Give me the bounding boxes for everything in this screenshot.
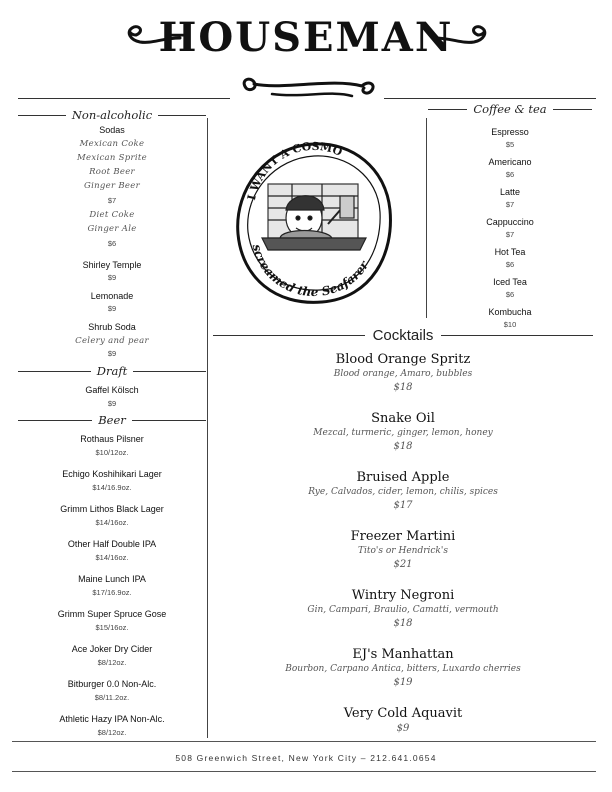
item-price: $8/11.2oz. <box>94 693 130 702</box>
item-name: Iced Tea <box>493 277 527 287</box>
cocktail-desc: Rye, Calvados, cider, lemon, chilis, spices <box>308 487 498 497</box>
menu-item <box>18 713 206 743</box>
menu-item <box>18 608 206 643</box>
item-price: $14/16.9oz. <box>92 483 132 492</box>
cocktail-item <box>213 706 593 736</box>
cocktail-desc: Bourbon, Carpano Antica, bitters, Luxardo cherries <box>285 664 521 674</box>
menu-item <box>428 246 592 276</box>
flourish-right-icon <box>432 20 502 50</box>
seafarer-figure-icon <box>262 184 366 250</box>
flourish-bottom-icon <box>232 70 382 104</box>
illustration-top-text: I WANT A COSMO <box>245 139 345 202</box>
item-price: $14/16oz. <box>95 553 129 562</box>
menu-item <box>18 643 206 678</box>
footer-rule-bottom <box>12 771 596 772</box>
item-name: Rothaus Pilsner <box>80 434 144 444</box>
menu-item <box>18 321 206 360</box>
beer-heading: Beer <box>18 413 206 427</box>
cocktail-item <box>213 529 593 572</box>
menu-item <box>18 468 206 503</box>
item-name: Shrub Soda <box>88 322 136 332</box>
left-column-divider <box>207 118 208 738</box>
brand-logo: HOUSEMAN <box>158 14 454 61</box>
menu-item <box>18 573 206 608</box>
cocktail-desc: Tito's or Hendrick's <box>358 546 448 556</box>
menu-item <box>428 126 592 156</box>
menu-item <box>428 186 592 216</box>
illustration-bottom-text: screamed the Seafarer <box>249 243 372 300</box>
item-name: Shirley Temple <box>82 260 142 270</box>
item-name: Athletic Hazy IPA Non-Alc. <box>59 714 165 724</box>
footer-rule-top <box>12 741 596 742</box>
cocktail-name: Wintry Negroni <box>351 588 455 603</box>
item-name: Maine Lunch IPA <box>78 574 146 584</box>
item-price: $17/16.9oz. <box>92 588 132 597</box>
item-price: $9 <box>107 399 117 408</box>
item-name: Gaffel Kölsch <box>85 385 139 395</box>
footer-address: 508 Greenwich Street, New York City – 212.641.0654 <box>175 753 437 763</box>
cocktail-desc: Gin, Campari, Braulio, Camatti, vermouth <box>307 605 499 615</box>
cocktail-name: Blood Orange Spritz <box>335 352 471 367</box>
item-price: $6 <box>505 260 515 269</box>
soda-option: Ginger Beer <box>84 181 140 191</box>
item-name: Ace Joker Dry Cider <box>71 644 153 654</box>
menu-item <box>428 216 592 246</box>
soda-option: Mexican Sprite <box>77 153 147 163</box>
soda-option: Root Beer <box>89 167 135 177</box>
menu-item <box>18 259 206 284</box>
left-column <box>18 108 206 743</box>
soda-option: Diet Coke <box>89 210 135 220</box>
header <box>0 0 612 110</box>
soda-price: $6 <box>107 239 117 248</box>
item-name: Echigo Koshihikari Lager <box>62 469 162 479</box>
item-name: Cappuccino <box>486 217 534 227</box>
item-price: $8/12oz. <box>97 658 127 667</box>
item-name: Espresso <box>491 127 529 137</box>
menu-item <box>18 678 206 713</box>
item-name: Grimm Super Spruce Gose <box>57 609 167 619</box>
item-name: Grimm Lithos Black Lager <box>60 504 164 514</box>
soda-option: Mexican Coke <box>79 139 145 149</box>
item-price: $9 <box>107 273 117 282</box>
cocktail-item <box>213 352 593 395</box>
cocktail-item <box>213 411 593 454</box>
menu-item <box>18 503 206 538</box>
item-name: Lemonade <box>90 291 134 301</box>
cocktail-item <box>213 470 593 513</box>
seafarer-illustration <box>232 138 396 308</box>
cocktail-desc: Mezcal, turmeric, ginger, lemon, honey <box>313 428 493 438</box>
cocktail-price: $18 <box>393 618 413 629</box>
item-price: $7 <box>505 200 515 209</box>
item-price: $7 <box>505 230 515 239</box>
draft-heading: Draft <box>18 364 206 378</box>
cocktail-price: $17 <box>393 500 413 511</box>
item-price: $14/16oz. <box>95 518 129 527</box>
item-name: Kombucha <box>488 307 532 317</box>
cocktail-price: $18 <box>393 382 413 393</box>
cocktail-price: $19 <box>393 677 413 688</box>
cocktail-name: Snake Oil <box>371 411 435 426</box>
header-rule-left <box>18 98 230 99</box>
item-name: Other Half Double IPA <box>67 539 157 549</box>
menu-item <box>18 433 206 468</box>
cocktail-item <box>213 647 593 690</box>
right-column <box>428 102 592 336</box>
item-price: $15/16oz. <box>95 623 129 632</box>
right-column-divider <box>426 118 427 318</box>
sodas-name: Sodas <box>99 125 125 135</box>
cocktail-name: Freezer Martini <box>350 529 456 544</box>
item-price: $10 <box>503 320 517 329</box>
cocktail-name: EJ's Manhattan <box>352 647 454 662</box>
item-price: $10/12oz. <box>95 448 129 457</box>
menu-item <box>428 276 592 306</box>
item-price: $6 <box>505 290 515 299</box>
soda-price: $7 <box>107 196 117 205</box>
cocktail-price: $21 <box>393 559 413 570</box>
cocktail-price: $9 <box>396 723 410 734</box>
cocktail-price: $18 <box>393 441 413 452</box>
header-rule-right <box>384 98 596 99</box>
item-name: Latte <box>499 187 521 197</box>
item-price: $6 <box>505 170 515 179</box>
beer-list <box>18 433 206 743</box>
coffee-tea-heading: Coffee & tea <box>428 102 592 116</box>
item-name: Hot Tea <box>494 247 526 257</box>
non-alcoholic-heading: Non-alcoholic <box>18 108 206 122</box>
menu-item <box>428 156 592 186</box>
item-price: $9 <box>107 349 117 358</box>
cocktails-heading: Cocktails <box>213 327 593 344</box>
menu-item <box>18 290 206 315</box>
item-name: Americano <box>488 157 532 167</box>
cocktail-name: Bruised Apple <box>356 470 450 485</box>
sodas-block <box>18 124 206 251</box>
item-price: $5 <box>505 140 515 149</box>
menu-item <box>18 538 206 573</box>
cocktail-desc: Blood orange, Amaro, bubbles <box>333 369 473 379</box>
item-desc: Celery and pear <box>75 336 149 346</box>
menu-item <box>18 384 206 411</box>
cocktail-name: Very Cold Aquavit <box>343 706 463 721</box>
item-name: Bitburger 0.0 Non-Alc. <box>67 679 157 689</box>
item-price: $9 <box>107 304 117 313</box>
cocktail-item <box>213 588 593 631</box>
cocktails-section <box>213 327 593 752</box>
item-price: $8/12oz. <box>97 728 127 737</box>
soda-option: Ginger Ale <box>87 224 137 234</box>
